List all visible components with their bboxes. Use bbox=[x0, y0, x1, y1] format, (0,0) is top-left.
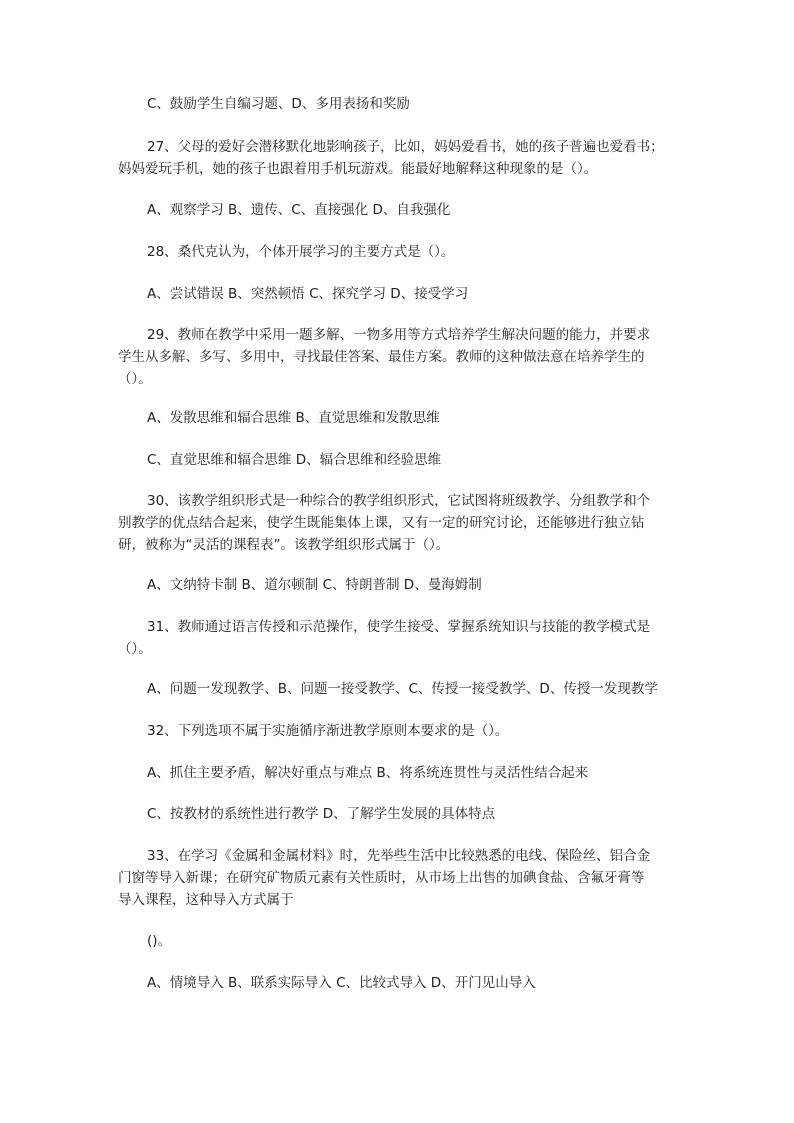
text-line: 别教学的优点结合起来，使学生既能集体上课，又有一定的研究讨论，还能够进行独立钻 bbox=[118, 515, 645, 531]
text-line: 学生从多解、多写、多用中，寻找最佳答案、最佳方案。教师的这种做法意在培养学生的 bbox=[118, 349, 645, 365]
text-line: 研，被称为“灵活的课程表”。该教学组织形式属于（）。 bbox=[118, 537, 450, 553]
options-paragraph bbox=[118, 678, 688, 700]
options-paragraph bbox=[118, 972, 688, 994]
text-line: 32、下列选项不属于实施循序渐进教学原则本要求的是（）。 bbox=[147, 723, 509, 739]
question-paragraph bbox=[118, 616, 688, 660]
text-line: A、发散思维和辐合思维 B、直觉思维和发散思维 bbox=[147, 410, 440, 426]
text-line: A、观察学习 B、遗传、C、直接强化 D、自我强化 bbox=[147, 202, 451, 218]
options-paragraph bbox=[118, 574, 688, 596]
text-line: 30、该教学组织形式是一种综合的教学组织形式，它试图将班级教学、分组教学和个 bbox=[147, 493, 651, 509]
options-paragraph bbox=[118, 199, 688, 221]
text-line: 妈妈爱玩手机，她的孩子也跟着用手机玩游戏。能最好地解释这种现象的是（）。 bbox=[118, 161, 598, 177]
text-line: C、按教材的系统性进行教学 D、了解学生发展的具体特点 bbox=[147, 806, 496, 822]
text-line: （）。 bbox=[118, 641, 152, 657]
options-paragraph bbox=[118, 283, 688, 305]
text-line: C、鼓励学生自编习题、D、多用表扬和奖励 bbox=[147, 96, 410, 112]
text-line: 29、教师在教学中采用一题多解、一物多用等方式培养学生解决问题的能力，并要求 bbox=[147, 327, 651, 343]
text-line: C、直觉思维和辐合思维 D、辐合思维和经验思维 bbox=[147, 452, 442, 468]
question-paragraph bbox=[118, 136, 688, 180]
text-line: 导入课程，这种导入方式属于 bbox=[118, 892, 294, 908]
question-paragraph bbox=[118, 324, 688, 390]
options-paragraph bbox=[118, 449, 688, 471]
options-paragraph bbox=[118, 407, 688, 429]
text-line: A、抓住主要矛盾，解决好重点与难点 B、将系统连贯性与灵活性结合起来 bbox=[147, 765, 589, 781]
text-line: （）。 bbox=[118, 371, 152, 387]
options-paragraph bbox=[118, 93, 688, 115]
text-line: 33、在学习《金属和金属材料》时，先举些生活中比较熟悉的电线、保险丝、铝合金 bbox=[147, 848, 651, 864]
text-line: ()。 bbox=[147, 933, 172, 949]
question-paragraph bbox=[118, 720, 688, 742]
options-paragraph bbox=[118, 803, 688, 825]
text-line: 27、父母的爱好会潜移默化地影响孩子，比如，妈妈爱看书，她的孩子普遍也爱看书； bbox=[147, 139, 664, 155]
text-line: A、尝试错误 B、突然顿悟 C、探究学习 D、接受学习 bbox=[147, 286, 469, 302]
question-paragraph bbox=[118, 930, 688, 952]
text-line: 31、教师通过语言传授和示范操作，使学生接受、掌握系统知识与技能的教学模式是 bbox=[147, 619, 651, 635]
text-line: A、情境导入 B、联系实际导入 C、比较式导入 D、开门见山导入 bbox=[147, 975, 536, 991]
question-paragraph bbox=[118, 241, 688, 263]
text-line: A、问题一发现教学、B、问题一接受教学、C、传授一接受教学、D、传授一发现教学 bbox=[147, 681, 658, 697]
text-line: 28、桑代克认为，个体开展学习的主要方式是（）。 bbox=[147, 244, 455, 260]
text-line: A、文纳特卡制 B、道尔顿制 C、特朗普制 D、曼海姆制 bbox=[147, 577, 482, 593]
options-paragraph bbox=[118, 762, 688, 784]
question-paragraph bbox=[118, 490, 688, 556]
question-paragraph bbox=[118, 845, 688, 911]
text-line: 门窗等导入新课；在研究矿物质元素有关性质时，从市场上出售的加碘食盐、含氟牙膏等 bbox=[118, 870, 645, 886]
